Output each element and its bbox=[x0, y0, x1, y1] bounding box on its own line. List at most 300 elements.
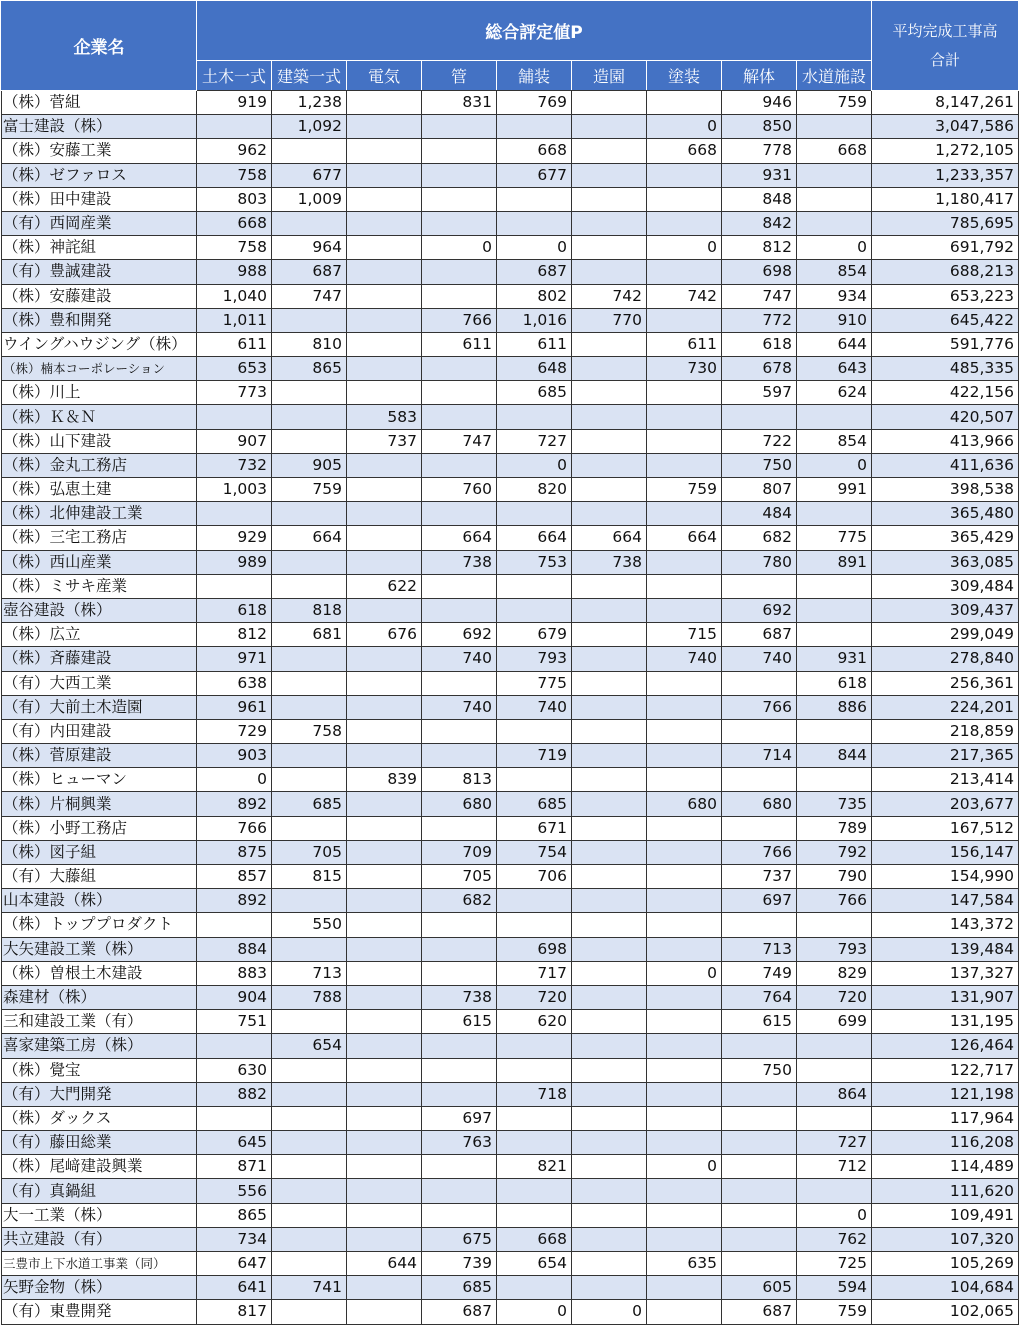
score-cell bbox=[647, 429, 722, 453]
score-cell bbox=[572, 1179, 647, 1203]
total-cell: 147,584 bbox=[872, 889, 1019, 913]
score-cell: 682 bbox=[722, 526, 797, 550]
score-cell: 687 bbox=[722, 1300, 797, 1324]
score-cell bbox=[197, 115, 272, 139]
company-name-cell: （株）曽根土木建設 bbox=[2, 961, 197, 985]
score-cell bbox=[272, 816, 347, 840]
score-cell: 759 bbox=[272, 478, 347, 502]
company-name-cell: 壺谷建設（株） bbox=[2, 598, 197, 622]
score-cell bbox=[497, 1034, 572, 1058]
table-row bbox=[2, 115, 1019, 139]
table-row bbox=[2, 865, 1019, 889]
score-cell bbox=[647, 260, 722, 284]
score-cell: 812 bbox=[197, 623, 272, 647]
total-cell: 1,180,417 bbox=[872, 187, 1019, 211]
score-cell: 815 bbox=[272, 865, 347, 889]
company-name-cell: 三豊市上下水道工事業（同） bbox=[2, 1252, 197, 1276]
score-cell: 766 bbox=[197, 816, 272, 840]
score-cell bbox=[647, 744, 722, 768]
table-row bbox=[2, 91, 1019, 115]
score-cell bbox=[347, 381, 422, 405]
score-cell bbox=[347, 1034, 422, 1058]
score-cell: 739 bbox=[422, 1252, 497, 1276]
score-cell bbox=[572, 115, 647, 139]
score-cell: 737 bbox=[347, 429, 422, 453]
score-cell: 857 bbox=[197, 865, 272, 889]
total-cell: 203,677 bbox=[872, 792, 1019, 816]
score-cell bbox=[797, 187, 872, 211]
score-cell bbox=[272, 211, 347, 235]
score-cell: 648 bbox=[497, 357, 572, 381]
category-header: 電気 bbox=[347, 60, 422, 90]
score-cell bbox=[272, 937, 347, 961]
score-cell bbox=[647, 695, 722, 719]
score-cell: 676 bbox=[347, 623, 422, 647]
score-cell bbox=[572, 478, 647, 502]
score-cell bbox=[422, 598, 497, 622]
score-cell bbox=[797, 115, 872, 139]
table-row bbox=[2, 1300, 1019, 1324]
score-cell: 754 bbox=[497, 840, 572, 864]
company-name-cell: 大矢建設工業（株） bbox=[2, 937, 197, 961]
table-row bbox=[2, 1155, 1019, 1179]
score-cell bbox=[197, 574, 272, 598]
score-cell bbox=[422, 1058, 497, 1082]
score-cell: 556 bbox=[197, 1179, 272, 1203]
score-cell: 931 bbox=[722, 163, 797, 187]
score-cell bbox=[572, 768, 647, 792]
total-cell: 411,636 bbox=[872, 453, 1019, 477]
total-cell: 122,717 bbox=[872, 1058, 1019, 1082]
score-cell bbox=[797, 574, 872, 598]
score-cell: 0 bbox=[647, 115, 722, 139]
score-cell bbox=[572, 405, 647, 429]
score-cell: 687 bbox=[422, 1300, 497, 1324]
score-cell bbox=[722, 671, 797, 695]
score-cell: 741 bbox=[272, 1276, 347, 1300]
score-cell: 904 bbox=[197, 985, 272, 1009]
score-cell: 730 bbox=[647, 357, 722, 381]
score-cell bbox=[272, 574, 347, 598]
score-cell: 773 bbox=[197, 381, 272, 405]
table-row bbox=[2, 260, 1019, 284]
table-row bbox=[2, 792, 1019, 816]
score-cell bbox=[347, 913, 422, 937]
score-cell: 644 bbox=[347, 1252, 422, 1276]
total-cell: 420,507 bbox=[872, 405, 1019, 429]
category-header: 塗装 bbox=[647, 60, 722, 90]
total-cell: 365,480 bbox=[872, 502, 1019, 526]
score-cell: 678 bbox=[722, 357, 797, 381]
total-header-line1: 平均完成工事高 bbox=[892, 21, 998, 40]
category-header: 解体 bbox=[722, 60, 797, 90]
company-name-cell: 共立建設（有） bbox=[2, 1227, 197, 1251]
score-cell: 1,011 bbox=[197, 308, 272, 332]
score-cell: 699 bbox=[797, 1010, 872, 1034]
score-cell: 668 bbox=[497, 139, 572, 163]
score-cell bbox=[647, 1010, 722, 1034]
score-cell: 740 bbox=[422, 695, 497, 719]
score-cell bbox=[572, 574, 647, 598]
table-row bbox=[2, 913, 1019, 937]
category-header: 造園 bbox=[572, 60, 647, 90]
score-cell: 692 bbox=[422, 623, 497, 647]
score-cell: 729 bbox=[197, 719, 272, 743]
category-header: 建築一式 bbox=[272, 60, 347, 90]
score-cell bbox=[797, 1034, 872, 1058]
score-cell: 615 bbox=[422, 1010, 497, 1034]
total-cell: 102,065 bbox=[872, 1300, 1019, 1324]
total-cell: 278,840 bbox=[872, 647, 1019, 671]
score-cell bbox=[347, 695, 422, 719]
total-cell: 116,208 bbox=[872, 1131, 1019, 1155]
company-name-cell: （株）北伸建設工業 bbox=[2, 502, 197, 526]
table-row bbox=[2, 647, 1019, 671]
score-cell: 891 bbox=[797, 550, 872, 574]
company-name-cell: （株）片桐興業 bbox=[2, 792, 197, 816]
score-cell bbox=[422, 937, 497, 961]
score-cell: 620 bbox=[497, 1010, 572, 1034]
score-cell: 964 bbox=[272, 236, 347, 260]
table-row bbox=[2, 744, 1019, 768]
score-cell: 622 bbox=[347, 574, 422, 598]
score-cell bbox=[422, 913, 497, 937]
score-cell: 758 bbox=[197, 163, 272, 187]
score-cell: 618 bbox=[722, 332, 797, 356]
score-cell: 644 bbox=[797, 332, 872, 356]
score-cell: 0 bbox=[797, 453, 872, 477]
score-cell bbox=[497, 913, 572, 937]
score-cell bbox=[572, 623, 647, 647]
score-cell: 722 bbox=[722, 429, 797, 453]
score-cell: 727 bbox=[797, 1131, 872, 1155]
score-cell: 668 bbox=[497, 1227, 572, 1251]
score-cell: 719 bbox=[497, 744, 572, 768]
score-cell bbox=[797, 768, 872, 792]
score-cell bbox=[722, 768, 797, 792]
score-cell bbox=[797, 502, 872, 526]
score-cell: 848 bbox=[722, 187, 797, 211]
contractor-score-table bbox=[1, 0, 1019, 1325]
score-cell bbox=[347, 526, 422, 550]
score-cell bbox=[647, 381, 722, 405]
score-cell bbox=[347, 816, 422, 840]
table-row bbox=[2, 985, 1019, 1009]
table-row bbox=[2, 1131, 1019, 1155]
score-cell bbox=[272, 1131, 347, 1155]
score-cell bbox=[272, 550, 347, 574]
score-cell bbox=[647, 574, 722, 598]
company-name-cell: （有）大前土木造園 bbox=[2, 695, 197, 719]
score-cell: 865 bbox=[197, 1203, 272, 1227]
score-cell bbox=[722, 1179, 797, 1203]
score-cell: 0 bbox=[497, 1300, 572, 1324]
score-cell bbox=[572, 889, 647, 913]
table-row bbox=[2, 889, 1019, 913]
table-row bbox=[2, 1058, 1019, 1082]
score-cell bbox=[647, 163, 722, 187]
score-cell: 772 bbox=[722, 308, 797, 332]
total-cell: 218,859 bbox=[872, 719, 1019, 743]
score-cell bbox=[347, 1106, 422, 1130]
total-cell: 485,335 bbox=[872, 357, 1019, 381]
score-cell: 712 bbox=[797, 1155, 872, 1179]
score-cell: 680 bbox=[647, 792, 722, 816]
score-cell bbox=[347, 1058, 422, 1082]
total-cell: 111,620 bbox=[872, 1179, 1019, 1203]
score-cell bbox=[647, 453, 722, 477]
score-cell: 735 bbox=[797, 792, 872, 816]
score-cell: 685 bbox=[272, 792, 347, 816]
score-cell: 615 bbox=[722, 1010, 797, 1034]
total-cell: 309,484 bbox=[872, 574, 1019, 598]
score-cell bbox=[572, 1203, 647, 1227]
score-cell: 742 bbox=[647, 284, 722, 308]
score-cell bbox=[347, 163, 422, 187]
score-cell bbox=[497, 719, 572, 743]
score-cell: 737 bbox=[722, 865, 797, 889]
score-cell bbox=[647, 671, 722, 695]
company-name-cell: （株）尾﨑建設興業 bbox=[2, 1155, 197, 1179]
score-cell bbox=[572, 840, 647, 864]
score-cell bbox=[272, 1300, 347, 1324]
score-cell bbox=[647, 985, 722, 1009]
total-cell: 109,491 bbox=[872, 1203, 1019, 1227]
score-cell bbox=[347, 115, 422, 139]
score-cell bbox=[272, 429, 347, 453]
score-cell bbox=[272, 502, 347, 526]
score-cell bbox=[272, 1155, 347, 1179]
score-cell bbox=[797, 598, 872, 622]
score-cell bbox=[497, 598, 572, 622]
company-name-cell: （株）山下建設 bbox=[2, 429, 197, 453]
score-cell bbox=[572, 1106, 647, 1130]
total-cell: 398,538 bbox=[872, 478, 1019, 502]
score-cell: 1,040 bbox=[197, 284, 272, 308]
table-row bbox=[2, 405, 1019, 429]
score-cell: 624 bbox=[797, 381, 872, 405]
score-cell: 844 bbox=[797, 744, 872, 768]
score-cell bbox=[572, 744, 647, 768]
score-cell: 727 bbox=[497, 429, 572, 453]
average-completed-work-total-header bbox=[872, 1, 1019, 91]
score-cell: 751 bbox=[197, 1010, 272, 1034]
score-cell: 886 bbox=[797, 695, 872, 719]
table-row bbox=[2, 453, 1019, 477]
table-row bbox=[2, 502, 1019, 526]
score-cell bbox=[422, 719, 497, 743]
score-cell bbox=[347, 961, 422, 985]
score-cell: 1,016 bbox=[497, 308, 572, 332]
score-cell: 759 bbox=[797, 1300, 872, 1324]
score-cell bbox=[647, 840, 722, 864]
total-cell: 256,361 bbox=[872, 671, 1019, 695]
score-cell: 763 bbox=[422, 1131, 497, 1155]
score-cell bbox=[647, 187, 722, 211]
score-cell bbox=[422, 163, 497, 187]
score-cell bbox=[647, 550, 722, 574]
score-cell bbox=[347, 478, 422, 502]
total-cell: 688,213 bbox=[872, 260, 1019, 284]
score-cell bbox=[347, 937, 422, 961]
score-cell bbox=[272, 768, 347, 792]
score-cell bbox=[722, 1131, 797, 1155]
score-cell bbox=[497, 1276, 572, 1300]
score-cell: 1,238 bbox=[272, 91, 347, 115]
table-row bbox=[2, 816, 1019, 840]
score-cell: 747 bbox=[422, 429, 497, 453]
score-cell: 718 bbox=[497, 1082, 572, 1106]
score-cell bbox=[347, 1203, 422, 1227]
total-cell: 591,776 bbox=[872, 332, 1019, 356]
score-cell: 758 bbox=[197, 236, 272, 260]
company-name-cell: ウイングハウジング（株） bbox=[2, 332, 197, 356]
score-cell: 594 bbox=[797, 1276, 872, 1300]
total-cell: 107,320 bbox=[872, 1227, 1019, 1251]
score-cell: 635 bbox=[647, 1252, 722, 1276]
score-cell bbox=[272, 1227, 347, 1251]
score-cell: 664 bbox=[647, 526, 722, 550]
score-cell bbox=[647, 1179, 722, 1203]
score-cell bbox=[347, 453, 422, 477]
score-cell bbox=[647, 719, 722, 743]
score-cell: 677 bbox=[497, 163, 572, 187]
score-cell bbox=[572, 91, 647, 115]
score-cell: 685 bbox=[497, 381, 572, 405]
score-cell bbox=[497, 115, 572, 139]
company-name-cell: （株）西山産業 bbox=[2, 550, 197, 574]
table-row bbox=[2, 284, 1019, 308]
score-cell bbox=[797, 163, 872, 187]
score-cell: 681 bbox=[272, 623, 347, 647]
total-cell: 139,484 bbox=[872, 937, 1019, 961]
score-cell bbox=[347, 671, 422, 695]
company-name-cell: （株）金丸工務店 bbox=[2, 453, 197, 477]
table-row bbox=[2, 671, 1019, 695]
score-cell bbox=[272, 405, 347, 429]
table-row bbox=[2, 574, 1019, 598]
table-row bbox=[2, 719, 1019, 743]
score-cell: 0 bbox=[797, 236, 872, 260]
score-cell bbox=[647, 1203, 722, 1227]
table-row bbox=[2, 308, 1019, 332]
total-cell: 8,147,261 bbox=[872, 91, 1019, 115]
score-cell bbox=[422, 357, 497, 381]
score-cell bbox=[272, 647, 347, 671]
score-cell bbox=[497, 405, 572, 429]
score-cell bbox=[197, 502, 272, 526]
score-cell: 0 bbox=[572, 1300, 647, 1324]
score-cell bbox=[572, 719, 647, 743]
score-cell: 740 bbox=[422, 647, 497, 671]
table-row bbox=[2, 623, 1019, 647]
score-cell: 630 bbox=[197, 1058, 272, 1082]
score-cell bbox=[797, 1179, 872, 1203]
score-cell: 760 bbox=[422, 478, 497, 502]
score-cell bbox=[272, 1082, 347, 1106]
company-name-cell: 三和建設工業（有） bbox=[2, 1010, 197, 1034]
company-name-cell: （有）大西工業 bbox=[2, 671, 197, 695]
score-cell: 766 bbox=[797, 889, 872, 913]
score-cell bbox=[647, 1058, 722, 1082]
score-cell: 962 bbox=[197, 139, 272, 163]
category-header: 舗装 bbox=[497, 60, 572, 90]
score-cell bbox=[647, 913, 722, 937]
total-cell: 121,198 bbox=[872, 1082, 1019, 1106]
score-cell bbox=[197, 1106, 272, 1130]
table-row bbox=[2, 1082, 1019, 1106]
score-cell: 597 bbox=[722, 381, 797, 405]
score-cell bbox=[572, 187, 647, 211]
score-cell: 802 bbox=[497, 284, 572, 308]
score-cell bbox=[722, 1252, 797, 1276]
score-cell: 643 bbox=[797, 357, 872, 381]
total-cell: 131,907 bbox=[872, 985, 1019, 1009]
score-cell bbox=[647, 405, 722, 429]
score-cell: 605 bbox=[722, 1276, 797, 1300]
score-cell bbox=[347, 1010, 422, 1034]
score-cell: 550 bbox=[272, 913, 347, 937]
company-name-cell: （有）東豊開発 bbox=[2, 1300, 197, 1324]
score-cell bbox=[797, 405, 872, 429]
score-cell bbox=[422, 453, 497, 477]
score-cell bbox=[647, 889, 722, 913]
score-cell: 713 bbox=[722, 937, 797, 961]
score-cell: 775 bbox=[797, 526, 872, 550]
score-cell: 647 bbox=[197, 1252, 272, 1276]
total-cell: 785,695 bbox=[872, 211, 1019, 235]
score-cell: 790 bbox=[797, 865, 872, 889]
score-cell bbox=[722, 1227, 797, 1251]
score-cell bbox=[647, 598, 722, 622]
score-cell bbox=[422, 574, 497, 598]
score-cell: 810 bbox=[272, 332, 347, 356]
score-cell: 713 bbox=[272, 961, 347, 985]
score-cell: 618 bbox=[197, 598, 272, 622]
company-name-cell: （株）Ｋ＆Ｎ bbox=[2, 405, 197, 429]
score-cell bbox=[272, 381, 347, 405]
table-row bbox=[2, 526, 1019, 550]
score-cell bbox=[422, 1179, 497, 1203]
score-cell: 680 bbox=[422, 792, 497, 816]
company-name-cell: （有）豊誠建設 bbox=[2, 260, 197, 284]
table-row bbox=[2, 598, 1019, 622]
table-row bbox=[2, 211, 1019, 235]
score-cell: 961 bbox=[197, 695, 272, 719]
score-cell bbox=[647, 937, 722, 961]
score-cell bbox=[572, 647, 647, 671]
score-cell bbox=[347, 236, 422, 260]
score-cell bbox=[572, 598, 647, 622]
score-cell: 946 bbox=[722, 91, 797, 115]
score-cell: 929 bbox=[197, 526, 272, 550]
score-cell bbox=[272, 308, 347, 332]
score-cell: 871 bbox=[197, 1155, 272, 1179]
table-row bbox=[2, 550, 1019, 574]
score-cell bbox=[572, 236, 647, 260]
score-cell bbox=[572, 260, 647, 284]
score-cell: 740 bbox=[722, 647, 797, 671]
score-cell: 780 bbox=[722, 550, 797, 574]
score-cell bbox=[347, 1131, 422, 1155]
score-cell: 850 bbox=[722, 115, 797, 139]
score-cell: 611 bbox=[422, 332, 497, 356]
total-cell: 224,201 bbox=[872, 695, 1019, 719]
score-cell: 679 bbox=[497, 623, 572, 647]
score-cell bbox=[572, 332, 647, 356]
table-row bbox=[2, 695, 1019, 719]
score-cell bbox=[347, 284, 422, 308]
